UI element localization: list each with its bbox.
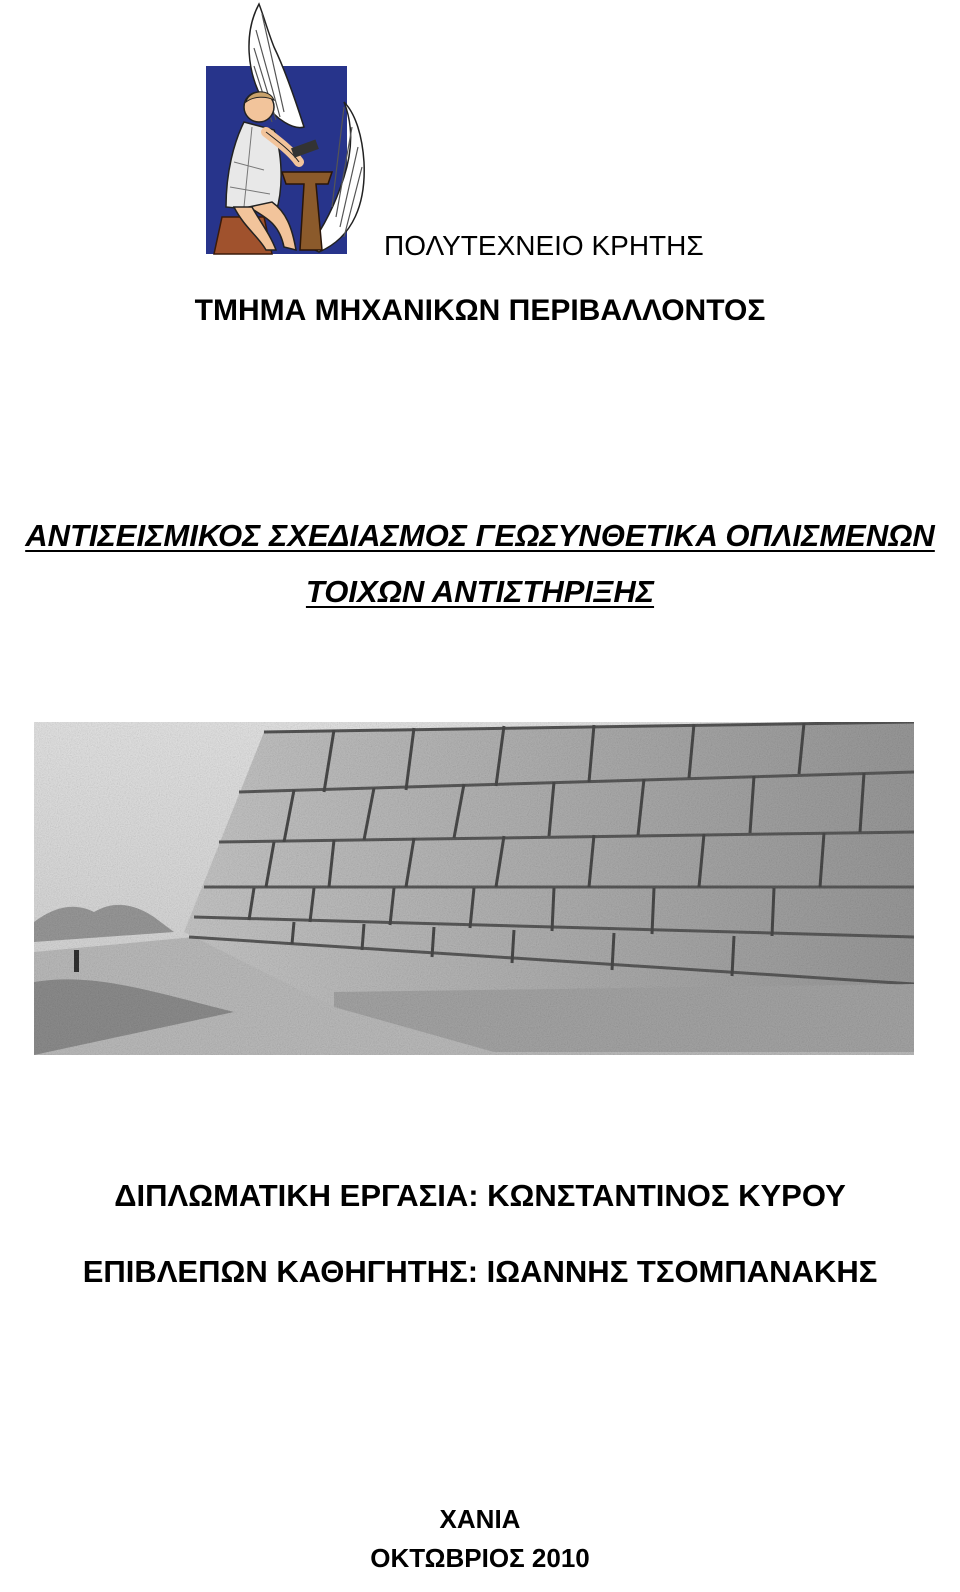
thesis-author-line: ΔΙΠΛΩΜΑΤΙΚΗ ΕΡΓΑΣΙΑ: ΚΩΝΣΤΑΝΤΙΝΟΣ ΚΥΡΟΥ [114,1178,846,1213]
supervisor-line: ΕΠΙΒΛΕΠΩΝ ΚΑΘΗΓΗΤΗΣ: ΙΩΑΝΝΗΣ ΤΣΟΜΠΑΝΑΚΗΣ [82,1254,878,1289]
publication-date: ΟΚΤΩΒΡΙΟΣ 2010 [370,1543,590,1573]
thesis-title-line-1: ΑΝΤΙΣΕΙΣΜΙΚΟΣ ΣΧΕΔΙΑΣΜΟΣ ΓΕΩΣΥΝΘΕΤΙΚΑ ΟΠΛΙΣΜΕΝΩΝ [25,518,935,553]
university-seal-icon [204,2,374,260]
thesis-title-line-2: ΤΟΙΧΩΝ ΑΝΤΙΣΤΗΡΙΞΗΣ [305,574,655,609]
university-name: ΠΟΛΥΤΕΧΝΕΙΟ ΚΡΗΤΗΣ [384,230,704,261]
stone-retaining-wall-photo [34,722,914,1055]
department-name: ΤΜΗΜΑ ΜΗΧΑΝΙΚΩΝ ΠΕΡΙΒΑΛΛΟΝΤΟΣ [194,294,766,327]
city-name: ΧΑΝΙΑ [439,1504,521,1534]
